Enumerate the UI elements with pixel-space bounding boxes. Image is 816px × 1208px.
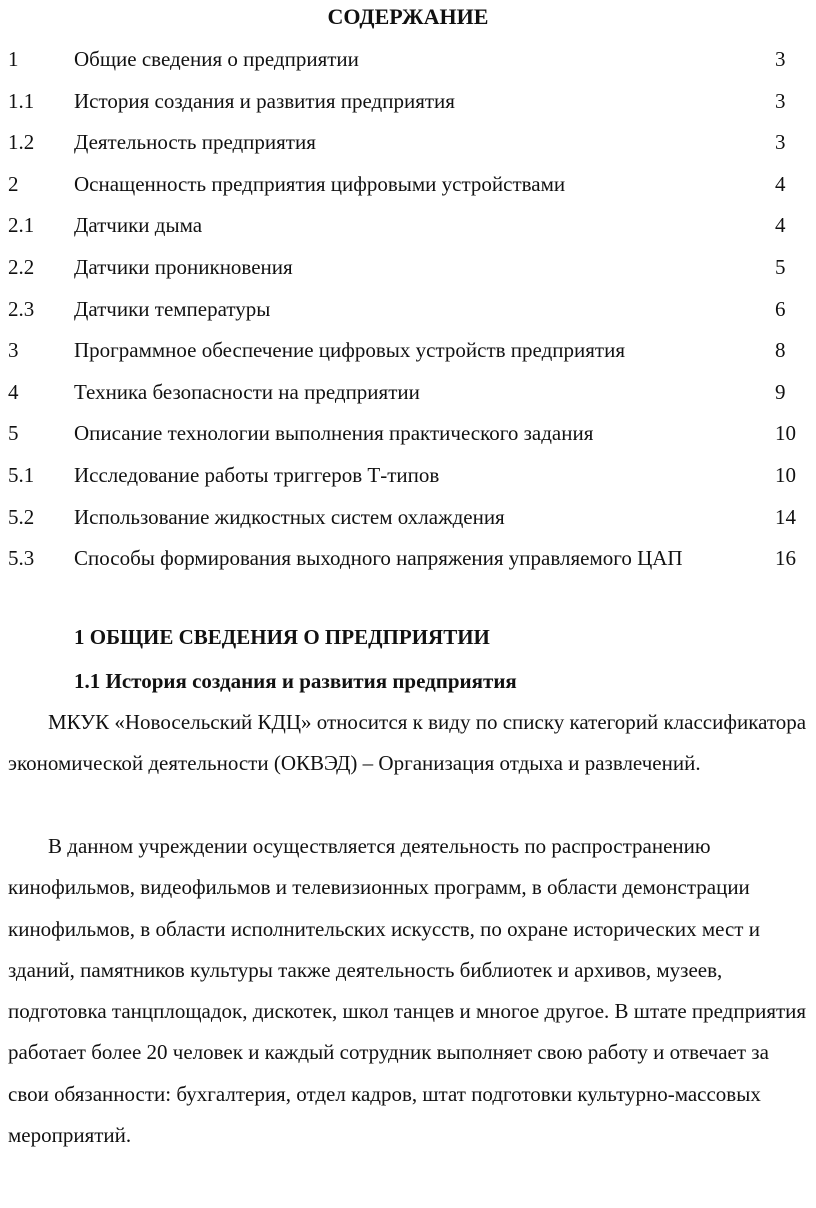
toc-entry-number: 2 xyxy=(8,171,19,196)
toc-entry-number: 5.3 xyxy=(8,546,35,571)
toc-entry-title: Способы формирования выходного напряжения управляемого ЦАП xyxy=(74,546,683,571)
toc-entry-number: 5.2 xyxy=(8,504,35,529)
toc-entry xyxy=(0,456,816,498)
toc-entry-page: 4 xyxy=(775,213,786,238)
toc-entry-title: Деятельность предприятия xyxy=(74,130,316,155)
section-heading: 1 ОБЩИЕ СВЕДЕНИЯ О ПРЕДПРИЯТИИ xyxy=(74,625,490,649)
toc-entry-title: Датчики температуры xyxy=(74,296,271,321)
toc-entry-number: 2.1 xyxy=(8,213,35,238)
toc-entry-page: 3 xyxy=(775,130,786,155)
toc-entry-title: Датчики проникновения xyxy=(74,254,293,279)
toc-entry-page: 14 xyxy=(775,504,796,529)
toc-entry-title: Техника безопасности на предприятии xyxy=(74,379,420,404)
toc-entry-number: 5.1 xyxy=(8,462,35,487)
toc-entry-number: 2.2 xyxy=(8,254,35,279)
toc-entry-number: 4 xyxy=(8,379,19,404)
toc-entry xyxy=(0,414,816,456)
toc-entry xyxy=(0,539,816,623)
toc-entry-title: Датчики дыма xyxy=(74,213,203,238)
toc-title: СОДЕРЖАНИЕ xyxy=(327,4,489,29)
toc-entry-title: Программное обеспечение цифровых устройств предприятия xyxy=(74,338,625,363)
toc-entry-page: 8 xyxy=(775,338,786,363)
toc-entry xyxy=(0,206,816,248)
toc-entry-number: 1.1 xyxy=(8,88,35,113)
table-of-contents xyxy=(0,40,816,623)
toc-entry-number: 3 xyxy=(8,338,19,363)
body-paragraph: МКУК «Новосельский КДЦ» относится к виду по списку категорий классификатора экономической деятельности (ОКВЭД) – Организация отдыха и развлечений. xyxy=(8,710,807,776)
toc-entry-page: 3 xyxy=(775,88,786,113)
toc-entry xyxy=(0,123,816,165)
toc-entry-page: 10 xyxy=(775,462,796,487)
toc-entry xyxy=(0,498,816,540)
toc-entry-page: 6 xyxy=(775,296,786,321)
toc-entry xyxy=(0,248,816,290)
toc-entry xyxy=(0,40,816,82)
toc-entry-number: 2.3 xyxy=(8,296,35,321)
toc-entry-page: 16 xyxy=(775,546,796,571)
toc-entry-title: Исследование работы триггеров Т-типов xyxy=(74,462,440,487)
toc-entry-number: 1 xyxy=(8,47,19,71)
toc-entry xyxy=(0,331,816,373)
body-paragraph: В данном учреждении осуществляется деятельность по распространению кинофильмов, видеофильмов и телевизионных программ, в области демонстрации кинофильмов, в области исполнительских искусств, по охране исторических мест и зданий, памятников культуры также деятельность библиотек и архивов, музеев, подготовка танцплощадок, дискотек, школ танцев и многое другое. В штате предприятия работает более 20 человек и каждый сотрудник выполняет свою работу и отвечает за свои обязанности: бухгалтерия, отдел кадров, штат подготовки культурно-массовых мероприятий. xyxy=(8,834,807,1148)
toc-entry xyxy=(0,373,816,415)
toc-entry-page: 10 xyxy=(775,421,796,446)
toc-entry-number: 1.2 xyxy=(8,130,35,155)
toc-entry-page: 4 xyxy=(775,171,786,196)
toc-entry-number: 5 xyxy=(8,421,19,446)
toc-entry-page: 9 xyxy=(775,379,786,404)
toc-entry xyxy=(0,82,816,124)
toc-entry-title: Описание технологии выполнения практического задания xyxy=(74,421,594,446)
toc-entry-title: Общие сведения о предприятии xyxy=(74,47,359,71)
toc-entry-page: 3 xyxy=(775,47,786,71)
toc-entry xyxy=(0,165,816,207)
toc-entry-title: История создания и развития предприятия xyxy=(74,88,455,113)
toc-entry-page: 5 xyxy=(775,254,786,279)
toc-entry-title: Использование жидкостных систем охлаждения xyxy=(74,504,505,529)
toc-entry xyxy=(0,290,816,332)
subsection-heading: 1.1 История создания и развития предприятия xyxy=(74,669,517,693)
toc-entry-title: Оснащенность предприятия цифровыми устройствами xyxy=(74,171,566,196)
